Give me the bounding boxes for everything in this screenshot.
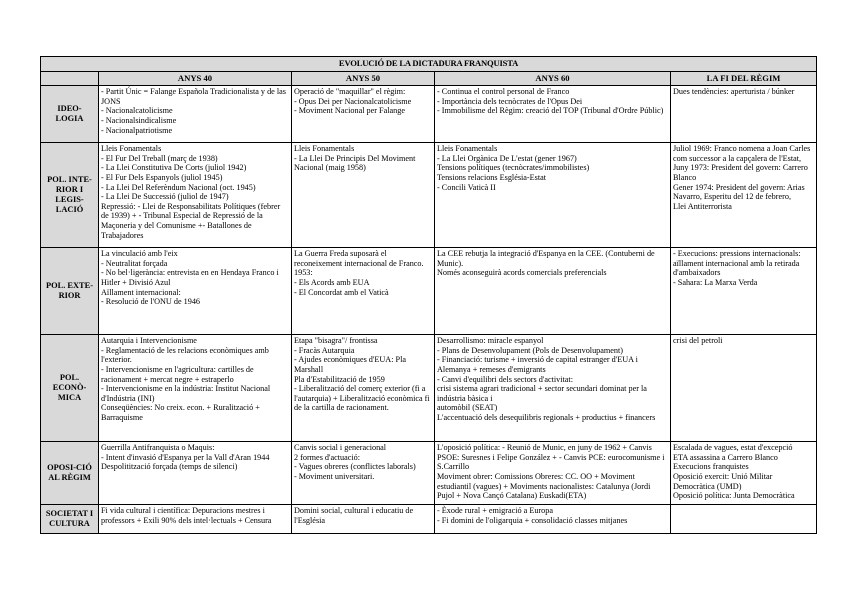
- table-cell: [292, 143, 435, 248]
- cell-line: Aïllament internacional:: [101, 287, 181, 297]
- table-cell: [671, 86, 817, 143]
- cell-line: - Concili Vaticà II: [437, 182, 496, 192]
- table-row: [41, 335, 817, 442]
- cell-line: - Resolució de l'ONU de 1946: [101, 297, 201, 307]
- table-cell: [671, 442, 817, 505]
- cell-line: - La Llei De Successió (juliol de 1947): [101, 192, 229, 202]
- cell-line: Només aconseguirà acords comercials preferencials: [437, 268, 607, 278]
- cell-line: crisi del petroli: [673, 336, 723, 346]
- cell-line: Repressió: - Llei de Responsabilitats Polítiques (febrer de 1939) + - Tribunal Especial de Repressió de la Maçoneria y del Comunisme +- Batallones de Trabajadores: [101, 201, 281, 240]
- table-cell: [292, 248, 435, 335]
- row-header-line: ECONÒ-: [52, 383, 87, 393]
- header-empty: [41, 71, 99, 86]
- table-cell: [99, 335, 292, 442]
- cell-line: Conseqüències: No creix. econ. + Ruralització + Barraquisme: [101, 403, 260, 422]
- cell-line: Canvis social i generacional: [294, 443, 387, 453]
- table-cell: [99, 505, 292, 534]
- column-header: LA FI DEL RÈGIM: [671, 71, 817, 86]
- cell-line: - Liberalització del comerç exterior (fi a l'autarquia) + Liberalització econòmica fi de la cartilla de racionament.: [294, 384, 430, 413]
- row-header-line: RIOR: [58, 291, 81, 301]
- cell-line: L'accentuació dels desequilibris regionals + productius + financers: [437, 412, 656, 422]
- table-cell: [99, 86, 292, 143]
- row-header: [41, 248, 99, 335]
- cell-line: La Guerra Freda suposarà el reconeixement internacional de Franco.: [294, 249, 424, 268]
- cell-line: 1953:: [294, 268, 313, 278]
- cell-line: - Intervencionisme en l'agricultura: cartilles de racionament + mercat negre + estraperlo: [101, 364, 254, 384]
- cell-line: La vinculació amb l'eix: [101, 249, 178, 259]
- row-header-line: POL.: [59, 373, 80, 383]
- cell-line: Etapa "bisagra"/ frontissa: [294, 336, 378, 346]
- table-row: [41, 248, 817, 335]
- row-header-line: AL RÈGIM: [48, 473, 91, 483]
- row-header-line: POL. INTE-: [47, 175, 92, 185]
- cell-line: - El Fur Del Treball (març de 1938): [101, 153, 218, 163]
- cell-line: Desarrollismo: miracle espanyol: [437, 336, 544, 346]
- cell-line: Lleis Fonamentals: [437, 144, 498, 154]
- column-header: ANYS 40: [99, 71, 292, 86]
- cell-line: - Nacionalpatriotisme: [101, 125, 173, 135]
- cell-line: - Fi domini de l'oligarquia + consolidació classes mitjanes: [437, 515, 628, 525]
- table-cell: [435, 505, 671, 534]
- row-header-line: IDEO-: [57, 104, 82, 114]
- cell-line: Autarquia i Intervencionisme: [101, 336, 197, 346]
- table-cell: [292, 335, 435, 442]
- table-body: [41, 86, 817, 534]
- row-header-line: CULTURA: [49, 519, 90, 529]
- cell-line: L'oposició política: - Reunió de Munic, en juny de 1962 + Canvis PSOE: Suresnes i Felipe González + - Canvis PCE: eurocomunisme i S.Carrillo: [437, 443, 665, 472]
- cell-line: - El Concordat amb el Vaticà: [294, 287, 389, 297]
- table-row: [41, 143, 817, 248]
- cell-line: - La Llei De Principis Del Moviment Nacional (maig 1958): [294, 153, 416, 173]
- cell-line: - Partit Únic = Falange Española Tradicionalista y de las JONS: [101, 87, 286, 106]
- table-cell: [435, 143, 671, 248]
- cell-line: - Fracàs Autarquia: [294, 345, 355, 355]
- row-header: [41, 442, 99, 505]
- table-cell: [435, 335, 671, 442]
- table-cell: [671, 335, 817, 442]
- table-cell: [99, 143, 292, 248]
- table-cell: [435, 86, 671, 143]
- table-row: [41, 442, 817, 505]
- cell-line: - Opus Dei per Nacionalcatolicisme: [294, 96, 412, 106]
- cell-line: Lleis Fonamentals: [101, 144, 162, 154]
- document-page: [40, 56, 816, 534]
- cell-line: Tensions polítiques (tecnòcrates/immobilistes): [437, 163, 590, 173]
- cell-line: - Vagues obreres (conflictes laborals): [294, 462, 416, 472]
- cell-line: - Importància dels tecnòcrates de l'Opus Dei: [437, 96, 583, 106]
- cell-line: - Sahara: La Marxa Verda: [673, 277, 758, 287]
- header-row: [41, 71, 817, 86]
- table-cell: [671, 505, 817, 534]
- cell-line: Juny 1973: President del govern: Carrero Blanco: [673, 163, 808, 182]
- row-header: [41, 505, 99, 534]
- cell-line: - Canvi d'equilibri dels sectors d'activitat:: [437, 374, 573, 384]
- cell-line: - Moviment Nacional per Falange: [294, 106, 405, 116]
- title-row: [41, 57, 817, 72]
- row-header-line: POL. EXTE-: [46, 281, 93, 291]
- table-row: [41, 86, 817, 143]
- row-header: [41, 335, 99, 442]
- row-header-line: LEGIS-: [55, 195, 84, 205]
- cell-line: Llei Antiterrorista: [673, 201, 732, 211]
- cell-line: 2 formes d'actuació:: [294, 452, 361, 462]
- cell-line: Moviment obrer: Comissions Obreres: CC. OO + Moviment estudiantil (vagues) + Moviments nacionalistes: Catalunya (Jordi Pujol + Nova Cançó Catalana) Euskadi(ETA): [437, 471, 651, 501]
- cell-line: Juliol 1969: Franco nomena a Joan Carles com successor a la capçalera de l'Estat,: [673, 144, 811, 163]
- cell-line: - Nacionalcatolicisme: [101, 106, 173, 116]
- cell-line: - Plans de Desenvolupament (Pols de Desenvolupament): [437, 345, 623, 355]
- table-cell: [435, 442, 671, 505]
- cell-line: Oposició exercit: Unió Militar Democràtica (UMD): [673, 471, 773, 491]
- cell-line: Oposició política: Junta Democràtica: [673, 491, 795, 501]
- cell-line: Despolitització forçada (temps de silenci): [101, 462, 238, 472]
- cell-line: Tensions relacions Església-Estat: [437, 172, 547, 182]
- cell-line: - Ajudes econòmiques d'EUA: Pla Marshall: [294, 355, 406, 374]
- table-cell: [99, 248, 292, 335]
- row-header: [41, 143, 99, 248]
- cell-line: - No bel·ligerància: entrevista en en Hendaya Franco i Hitler + Divisió Azul: [101, 268, 279, 287]
- cell-line: - El Fur Dels Espanyols (juliol 1945): [101, 172, 223, 182]
- row-header-line: LACIÓ: [55, 205, 84, 215]
- cell-line: - Immobilisme del Règim: creació del TOP (Tribunal d'Ordre Públic): [437, 106, 664, 116]
- cell-line: Fi vida cultural i científica: Depuracions mestres i professors + Exili 90% dels intel·lectuals + Censura: [101, 506, 272, 525]
- table-cell: [671, 143, 817, 248]
- cell-line: - Financiació: turisme + inversió de capital estranger d'EUA i Alemanya + remeses d'emigrants: [437, 355, 638, 374]
- row-header-line: SOCIETAT I: [45, 509, 94, 519]
- row-header-line: MICA: [57, 393, 82, 403]
- table-cell: [292, 442, 435, 505]
- row-header-line: RIOR I: [55, 185, 84, 195]
- cell-line: - Neutralitat forçada: [101, 258, 168, 268]
- column-header: ANYS 60: [435, 71, 671, 86]
- cell-line: Execucions franquistes: [673, 462, 749, 472]
- cell-line: Escalada de vagues, estat d'excepció: [673, 443, 793, 453]
- table-cell: [99, 442, 292, 505]
- cell-line: automòbil (SEAT): [437, 403, 498, 413]
- table-cell: [435, 248, 671, 335]
- cell-line: Dues tendències: aperturista / búnker: [673, 87, 795, 97]
- row-header-line: LOGIA: [55, 114, 84, 124]
- table-cell: [671, 248, 817, 335]
- cell-line: Pla d'Estabilització de 1959: [294, 374, 385, 384]
- cell-line: - Intervencionisme en la indústria: Institut Nacional d'Indústria (INI): [101, 384, 271, 403]
- row-header: [41, 86, 99, 143]
- cell-line: Lleis Fonamentals: [294, 144, 355, 154]
- cell-line: - Èxode rural + emigració a Europa: [437, 506, 554, 516]
- cell-line: - Intent d'invasió d'Espanya per la Vall d'Aran 1944: [101, 452, 270, 462]
- cell-line: - Reglamentació de les relacions econòmiques amb l'exterior.: [101, 345, 269, 365]
- cell-line: La CEE rebutja la integració d'Espanya en la CEE. (Contuberni de Munic).: [437, 249, 655, 268]
- cell-line: - Moviment universitari.: [294, 471, 375, 481]
- row-header-line: OPOSI-CIÓ: [47, 463, 92, 473]
- cell-line: Operació de "maquillar" el règim:: [294, 87, 406, 97]
- dictatorship-table: [40, 56, 817, 534]
- cell-line: - La Llei Constitutiva De Corts (juliol 1942): [101, 163, 247, 173]
- cell-line: - La Llei Orgànica De L'estat (gener 1967): [437, 153, 577, 163]
- cell-line: - Continua el control personal de Franco: [437, 87, 570, 97]
- cell-line: Guerrilla Antifranquista o Maquis:: [101, 443, 215, 453]
- cell-line: Domini social, cultural i educatiu de l'Església: [294, 506, 414, 525]
- cell-line: ETA assassina a Carrero Blanco: [673, 452, 778, 462]
- cell-line: - Els Acords amb EUA: [294, 277, 370, 287]
- cell-line: - Execucions: pressions internacionals: aïllament internacional amb la retirada d'ambaixadors: [673, 249, 801, 278]
- cell-line: Gener 1974: President del govern: Arias Navarro, Esperitu del 12 de febrero,: [673, 182, 805, 202]
- table-title: EVOLUCIÓ DE LA DICTADURA FRANQUISTA: [41, 57, 817, 72]
- cell-line: - Nacionalsindicalisme: [101, 115, 177, 125]
- column-header: ANYS 50: [292, 71, 435, 86]
- table-cell: [292, 505, 435, 534]
- table-row: [41, 505, 817, 534]
- cell-line: crisi sistema agrari tradicional + sector secundari dominat per la indústria bàsica i: [437, 384, 647, 403]
- table-cell: [292, 86, 435, 143]
- cell-line: - La Llei Del Referèndum Nacional (oct. 1945): [101, 182, 256, 192]
